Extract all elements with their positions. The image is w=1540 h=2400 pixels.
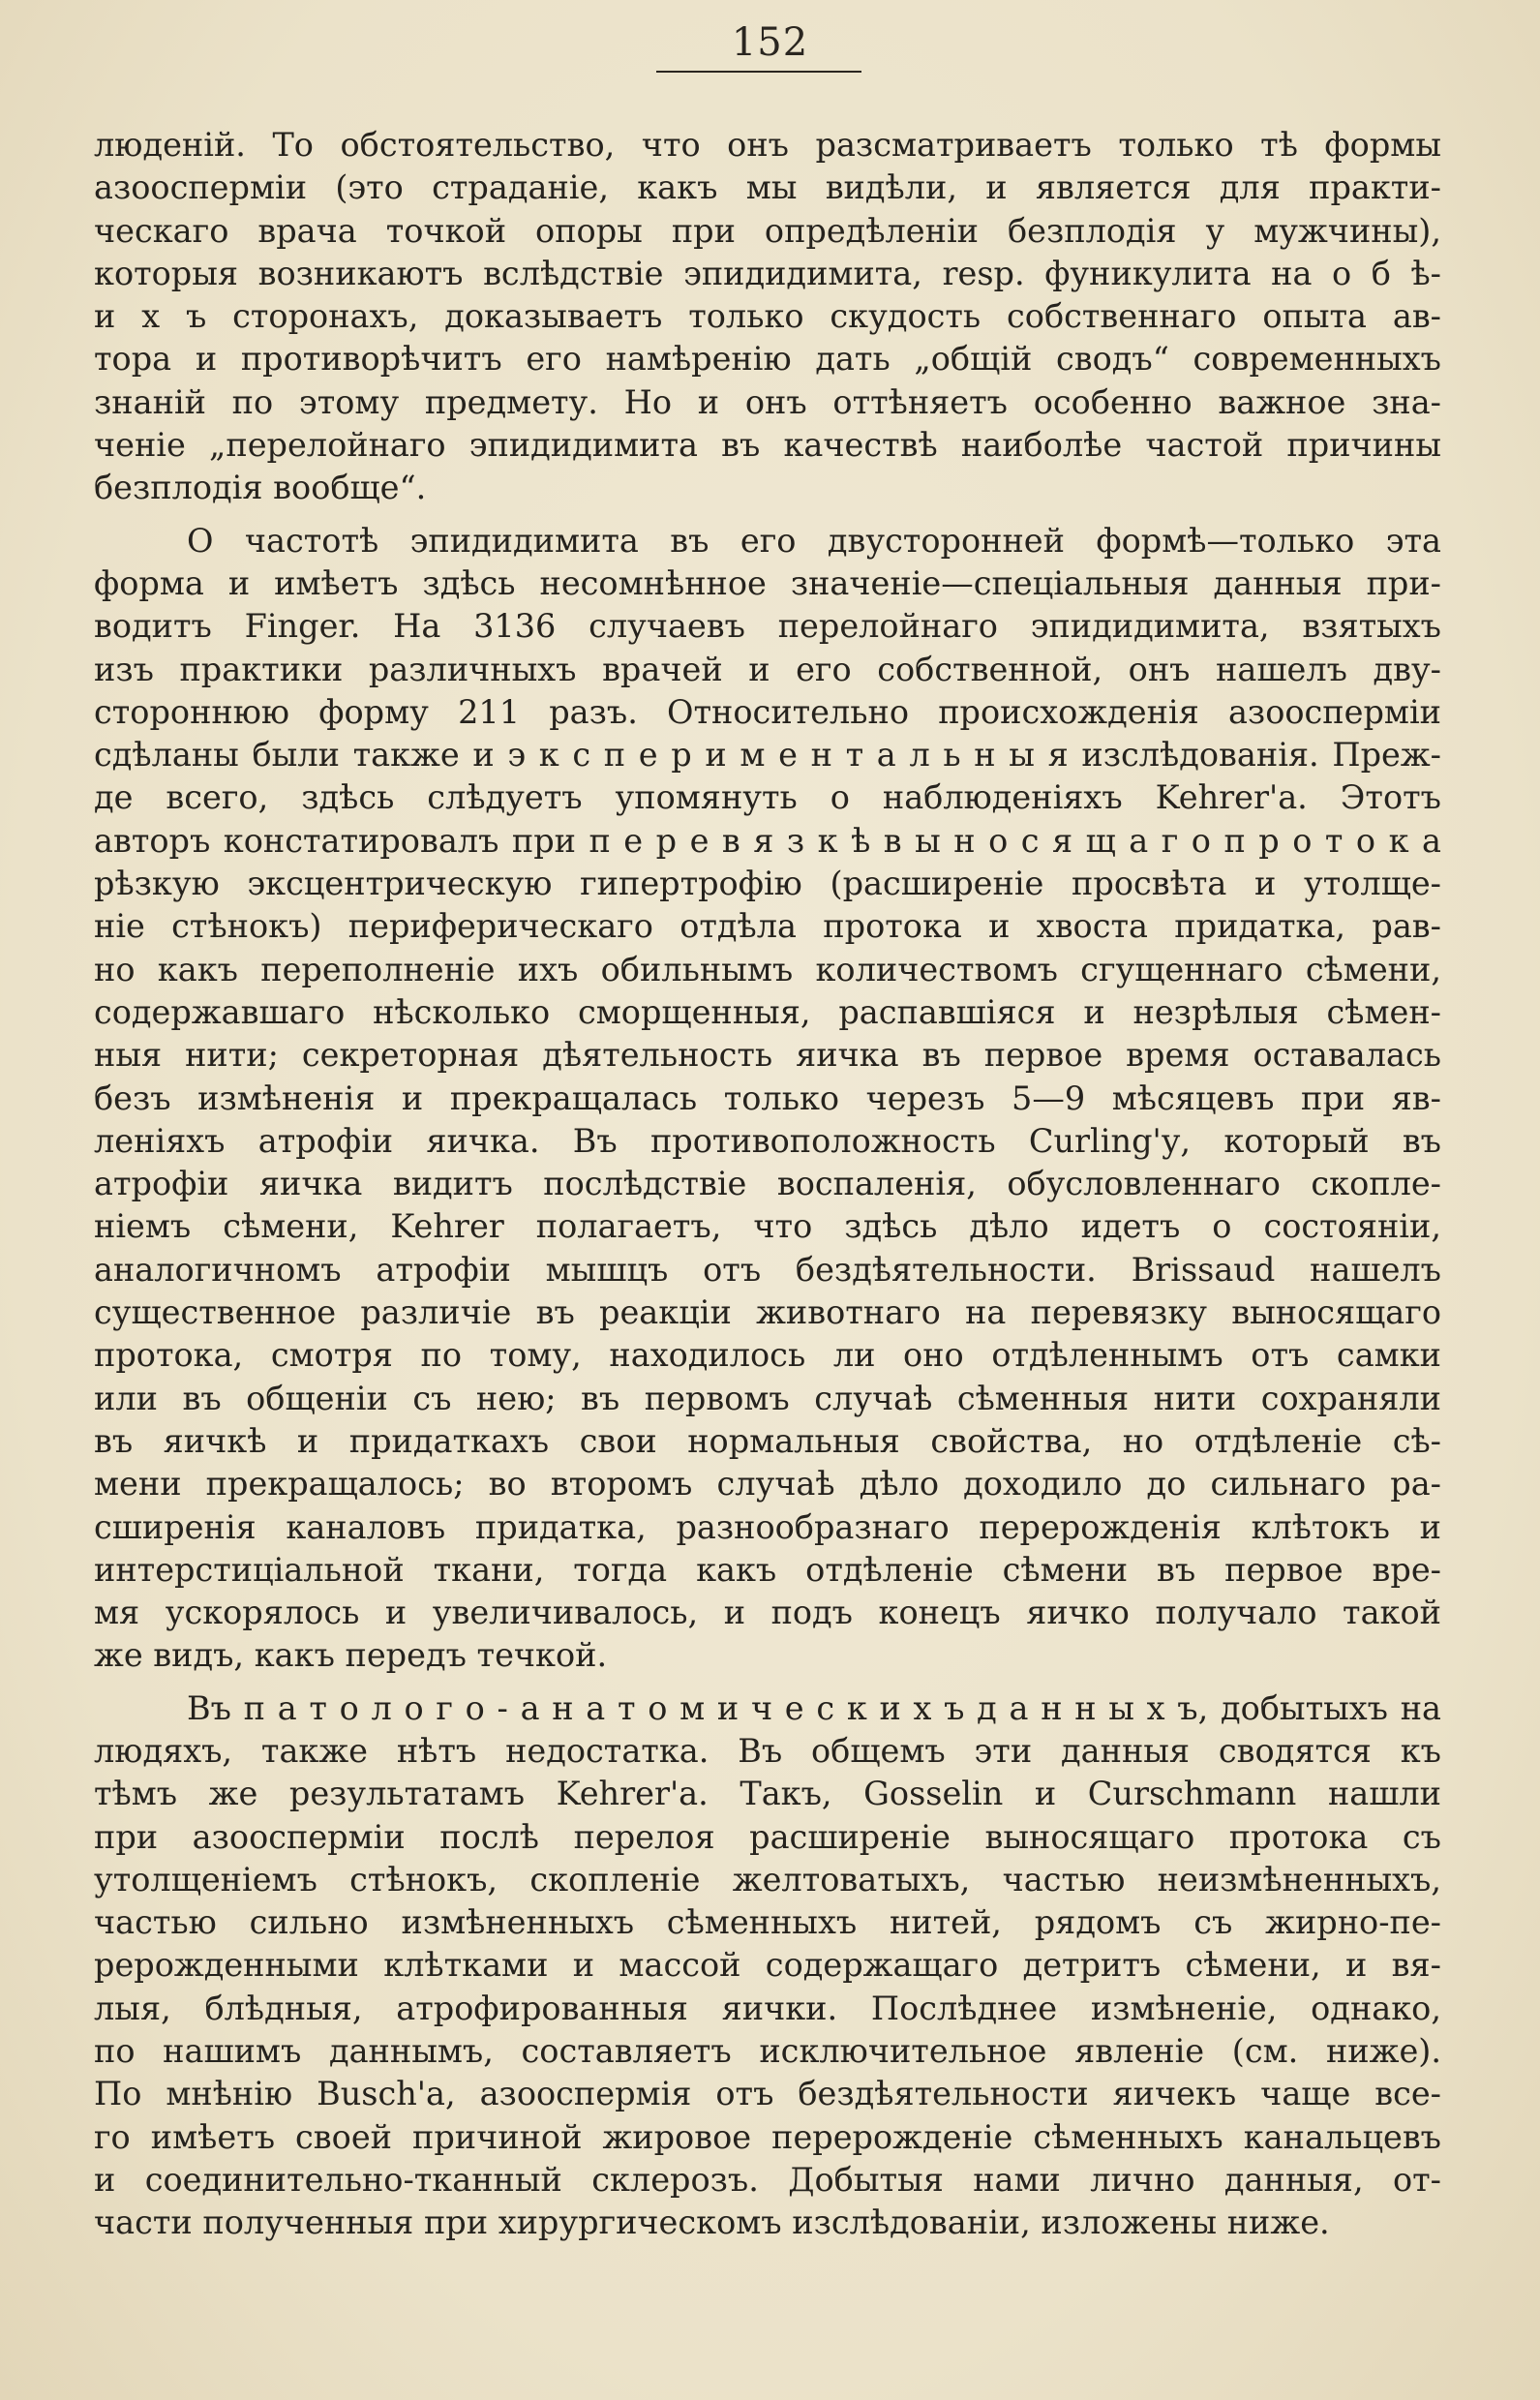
- page-number: 152: [731, 20, 809, 65]
- text-line: ныя нити; секреторная дѣятельность яичка въ первое время оставалась: [94, 1036, 1441, 1075]
- text-line: ченіе „перелойнаго эпидидимита въ качествѣ наиболѣе частой причины: [94, 426, 1441, 465]
- text-line: лыя, блѣдныя, атрофированныя яички. Послѣднее измѣненіе, однако,: [94, 1989, 1441, 2027]
- text-line: мени прекращалось; во второмъ случаѣ дѣло доходило до сильнаго ра-: [94, 1465, 1441, 1504]
- text-line: го имѣетъ своей причиной жировое перерожденіе сѣменныхъ канальцевъ: [94, 2117, 1441, 2156]
- body-text: [94, 124, 1441, 2245]
- text-line: По мнѣнію Busch'а, азооспермія отъ бездѣятельности яичекъ чаще все-: [94, 2075, 1441, 2113]
- text-line: которыя возникаютъ вслѣдствіе эпидидимита, resp. фуникулита на о б ѣ-: [94, 254, 1441, 292]
- text-line: люденій. То обстоятельство, что онъ разсматриваетъ только тѣ формы: [94, 126, 1441, 164]
- header-rule: [656, 71, 861, 73]
- text-line: авторъ констатировалъ при п е р е в я з к ѣ в ы н о с я щ а г о п р о т о к а: [94, 821, 1441, 860]
- text-line: де всего, здѣсь слѣдуетъ упомянуть о наблюденіяхъ Kehrer'а. Этотъ: [94, 778, 1441, 817]
- text-line: интерстиціальной ткани, тогда какъ отдѣленіе сѣмени въ первое вре-: [94, 1550, 1441, 1589]
- text-line: атрофіи яичка видитъ послѣдствіе воспаленія, обусловленнаго скопле-: [94, 1165, 1441, 1203]
- text-line: рѣзкую эксцентрическую гипертрофію (расширеніе просвѣта и утолще-: [94, 865, 1441, 903]
- text-line: азооспермiи (это страданіе, какъ мы видѣли, и является для практи-: [94, 168, 1441, 207]
- text-line: содержавшаго нѣсколько сморщенныя, распавшіяся и незрѣлыя сѣмен-: [94, 992, 1441, 1031]
- text-line: ніемъ сѣмени, Kehrer полагаетъ, что здѣсь дѣло идетъ о состояніи,: [94, 1207, 1441, 1246]
- paragraph: [94, 124, 1441, 510]
- paragraph: [94, 520, 1441, 1678]
- paragraph-gap: [94, 510, 1441, 520]
- text-line: или въ общеніи съ нею; въ первомъ случаѣ сѣменныя нити сохраняли: [94, 1379, 1441, 1417]
- text-line: изъ практики различныхъ врачей и его собственной, онъ нашелъ дву-: [94, 650, 1441, 688]
- text-line: при азооспермiи послѣ перелоя расширеніе выносящаго протока съ: [94, 1817, 1441, 1856]
- text-line: утолщеніемъ стѣнокъ, скопленіе желтоватыхъ, частью неизмѣненныхъ,: [94, 1860, 1441, 1899]
- text-line: О частотѣ эпидидимита въ его двусторонней формѣ—только эта: [187, 521, 1441, 560]
- text-line: безплодія вообще“.: [94, 469, 427, 507]
- text-line: форма и имѣетъ здѣсь несомнѣнное значеніе—спеціальныя данныя при-: [94, 563, 1441, 602]
- text-line: безъ измѣненія и прекращалась только черезъ 5—9 мѣсяцевъ при яв-: [94, 1078, 1441, 1117]
- text-line: мя ускорялось и увеличивалось, и подъ конецъ яичко получало такой: [94, 1594, 1441, 1632]
- text-line: леніяхъ атрофіи яичка. Въ противоположность Curling'у, который въ: [94, 1121, 1441, 1160]
- text-line: знаній по этому предмету. Но и онъ оттѣняетъ особенно важное зна-: [94, 382, 1441, 421]
- text-line: сдѣланы были также и э к с п е р и м е н т а л ь н ы я изслѣдованія. Преж-: [94, 736, 1441, 775]
- page-header: [0, 20, 1540, 65]
- paragraph: [94, 1687, 1441, 2245]
- text-line: частью сильно измѣненныхъ сѣменныхъ нитей, рядомъ съ жирно-пе-: [94, 1903, 1441, 1942]
- text-line: сширенія каналовъ придатка, разнообразнаго перерожденія клѣтокъ и: [94, 1507, 1441, 1546]
- text-line: же видъ, какъ передъ течкой.: [94, 1636, 608, 1675]
- text-line: людяхъ, также нѣтъ недостатка. Въ общемъ эти данныя сводятся къ: [94, 1731, 1441, 1770]
- paragraph-gap: [94, 1678, 1441, 1687]
- text-line: но какъ переполненіе ихъ обильнымъ количествомъ сгущеннаго сѣмени,: [94, 950, 1441, 988]
- text-line: протока, смотря по тому, находилось ли оно отдѣленнымъ отъ самки: [94, 1336, 1441, 1375]
- text-line: Въ п а т о л о г о - а н а т о м и ч е с к и х ъ д а н н ы х ъ, добытыхъ на: [187, 1688, 1441, 1727]
- text-line: ніе стѣнокъ) периферическаго отдѣла протока и хвоста придатка, рав-: [94, 907, 1441, 946]
- text-line: части полученныя при хирургическомъ изслѣдованіи, изложены ниже.: [94, 2203, 1330, 2242]
- text-line: водитъ Finger. На 3136 случаевъ перелойнаго эпидидимита, взятыхъ: [94, 607, 1441, 646]
- text-line: въ яичкѣ и придаткахъ свои нормальныя свойства, но отдѣленіе сѣ-: [94, 1421, 1441, 1460]
- text-line: рерожденными клѣтками и массой содержащаго детритъ сѣмени, и вя-: [94, 1946, 1441, 1985]
- text-line: и соединительно-тканный склерозъ. Добытыя нами лично данныя, от-: [94, 2160, 1441, 2199]
- text-line: тѣмъ же результатамъ Kehrer'а. Такъ, Gosselin и Curschmann нашли: [94, 1775, 1441, 1813]
- text-line: аналогичномъ атрофіи мышцъ отъ бездѣятельности. Brissaud нашелъ: [94, 1250, 1441, 1289]
- text-line: ческаго врача точкой опоры при опредѣленіи безплодія у мужчины),: [94, 211, 1441, 250]
- text-line: существенное различіе въ реакціи животнаго на перевязку выносящаго: [94, 1293, 1441, 1332]
- text-line: тора и противорѣчитъ его намѣренію дать „общій сводъ“ современныхъ: [94, 340, 1441, 379]
- text-line: стороннюю форму 211 разъ. Относительно происхожденія азооспермiи: [94, 692, 1441, 731]
- text-line: по нашимъ даннымъ, составляетъ исключительное явленіе (см. ниже).: [94, 2032, 1441, 2071]
- text-line: и х ъ сторонахъ, доказываетъ только скудость собственнаго опыта ав-: [94, 297, 1441, 336]
